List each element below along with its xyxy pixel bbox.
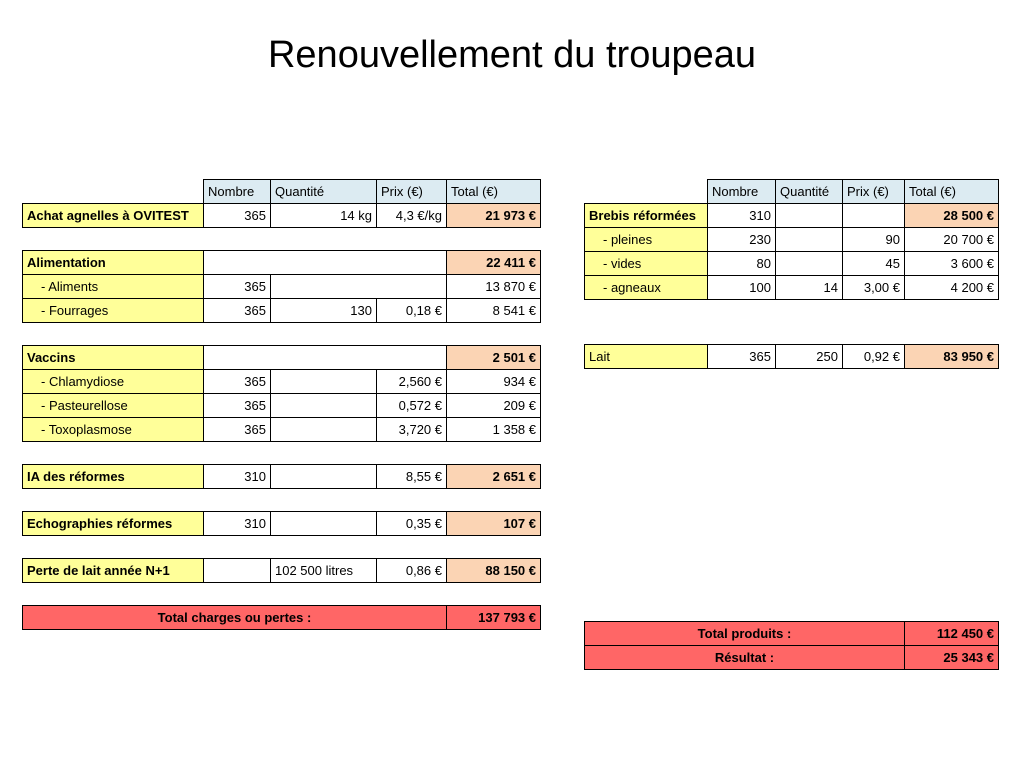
total-produits-label: Total produits : — [585, 622, 905, 646]
header-prix: Prix (€) — [843, 180, 905, 204]
row-label: IA des réformes — [23, 465, 204, 489]
table-row — [585, 252, 999, 276]
nombre-cell: 365 — [204, 204, 271, 228]
total-cell: 2 501 € — [447, 346, 541, 370]
nombre-cell: 310 — [204, 512, 271, 536]
quantite-cell — [776, 204, 843, 228]
merged-cell — [271, 275, 447, 299]
nombre-cell — [204, 559, 271, 583]
total-cell: 21 973 € — [447, 204, 541, 228]
resultat-label: Résultat : — [585, 646, 905, 670]
quantite-cell — [271, 465, 377, 489]
header-quantite: Quantité — [776, 180, 843, 204]
total-cell: 4 200 € — [905, 276, 999, 300]
row-label: - Fourrages — [23, 299, 204, 323]
prix-cell: 3,720 € — [377, 418, 447, 442]
table-row — [585, 276, 999, 300]
prix-cell: 45 — [843, 252, 905, 276]
nombre-cell: 100 — [708, 276, 776, 300]
table-row — [23, 418, 541, 442]
total-cell: 88 150 € — [447, 559, 541, 583]
total-produits-row — [585, 622, 999, 646]
header-nombre: Nombre — [708, 180, 776, 204]
prix-cell: 4,3 €/kg — [377, 204, 447, 228]
header-row — [23, 180, 541, 204]
resultat-value: 25 343 € — [905, 646, 999, 670]
row-label: Echographies réformes — [23, 512, 204, 536]
total-cell: 22 411 € — [447, 251, 541, 275]
merged-cell — [204, 346, 447, 370]
quantite-cell — [776, 228, 843, 252]
header-row — [585, 180, 999, 204]
total-cell: 209 € — [447, 394, 541, 418]
row-label: Brebis réformées — [585, 204, 708, 228]
prix-cell: 0,92 € — [843, 345, 905, 369]
row-label: - Pasteurellose — [23, 394, 204, 418]
total-produits-value: 112 450 € — [905, 622, 999, 646]
empty-cell — [23, 180, 204, 204]
table-row — [23, 251, 541, 275]
prix-cell: 90 — [843, 228, 905, 252]
row-label: Vaccins — [23, 346, 204, 370]
quantite-cell: 250 — [776, 345, 843, 369]
quantite-cell — [271, 394, 377, 418]
page-title: Renouvellement du troupeau — [267, 34, 756, 76]
prix-cell: 0,18 € — [377, 299, 447, 323]
total-cell: 28 500 € — [905, 204, 999, 228]
nombre-cell: 230 — [708, 228, 776, 252]
quantite-cell: 14 — [776, 276, 843, 300]
quantite-cell — [271, 418, 377, 442]
total-cell: 8 541 € — [447, 299, 541, 323]
row-label: - agneaux — [585, 276, 708, 300]
table-row — [23, 394, 541, 418]
total-cell: 13 870 € — [447, 275, 541, 299]
table-row — [23, 299, 541, 323]
row-label: - vides — [585, 252, 708, 276]
nombre-cell: 365 — [204, 394, 271, 418]
nombre-cell: 365 — [204, 370, 271, 394]
row-label: - Chlamydiose — [23, 370, 204, 394]
total-cell: 20 700 € — [905, 228, 999, 252]
quantite-cell — [271, 512, 377, 536]
row-label: - Toxoplasmose — [23, 418, 204, 442]
nombre-cell: 365 — [204, 418, 271, 442]
row-label: Alimentation — [23, 251, 204, 275]
totals-table — [584, 621, 999, 670]
table-row — [23, 512, 541, 536]
quantite-cell: 102 500 litres — [271, 559, 377, 583]
prix-cell: 3,00 € — [843, 276, 905, 300]
table-row — [585, 228, 999, 252]
row-label: Achat agnelles à OVITEST — [23, 204, 204, 228]
nombre-cell: 365 — [204, 275, 271, 299]
total-cell: 934 € — [447, 370, 541, 394]
nombre-cell: 365 — [204, 299, 271, 323]
quantite-cell: 14 kg — [271, 204, 377, 228]
total-cell: 1 358 € — [447, 418, 541, 442]
total-cell: 83 950 € — [905, 345, 999, 369]
header-total: Total (€) — [905, 180, 999, 204]
table-row — [23, 204, 541, 228]
quantite-cell — [271, 370, 377, 394]
row-label: Perte de lait année N+1 — [23, 559, 204, 583]
total-cell: 2 651 € — [447, 465, 541, 489]
resultat-row — [585, 646, 999, 670]
prix-cell — [843, 204, 905, 228]
total-cell: 3 600 € — [905, 252, 999, 276]
total-cell: 107 € — [447, 512, 541, 536]
table-row — [23, 346, 541, 370]
table-row — [585, 345, 999, 369]
row-label: - pleines — [585, 228, 708, 252]
total-charges-value: 137 793 € — [447, 606, 541, 630]
prix-cell: 8,55 € — [377, 465, 447, 489]
charges-table — [22, 179, 541, 630]
prix-cell: 0,86 € — [377, 559, 447, 583]
table-row — [23, 370, 541, 394]
row-label: - Aliments — [23, 275, 204, 299]
header-quantite: Quantité — [271, 180, 377, 204]
quantite-cell: 130 — [271, 299, 377, 323]
header-prix: Prix (€) — [377, 180, 447, 204]
header-nombre: Nombre — [204, 180, 271, 204]
prix-cell: 0,35 € — [377, 512, 447, 536]
total-charges-label: Total charges ou pertes : — [23, 606, 447, 630]
empty-cell — [585, 180, 708, 204]
nombre-cell: 310 — [204, 465, 271, 489]
prix-cell: 2,560 € — [377, 370, 447, 394]
merged-cell — [204, 251, 447, 275]
table-row — [23, 275, 541, 299]
table-row — [585, 204, 999, 228]
table-row — [23, 559, 541, 583]
produits-table — [584, 179, 999, 369]
total-charges-row — [23, 606, 541, 630]
header-total: Total (€) — [447, 180, 541, 204]
prix-cell: 0,572 € — [377, 394, 447, 418]
row-label: Lait — [585, 345, 708, 369]
nombre-cell: 365 — [708, 345, 776, 369]
quantite-cell — [776, 252, 843, 276]
nombre-cell: 310 — [708, 204, 776, 228]
nombre-cell: 80 — [708, 252, 776, 276]
table-row — [23, 465, 541, 489]
